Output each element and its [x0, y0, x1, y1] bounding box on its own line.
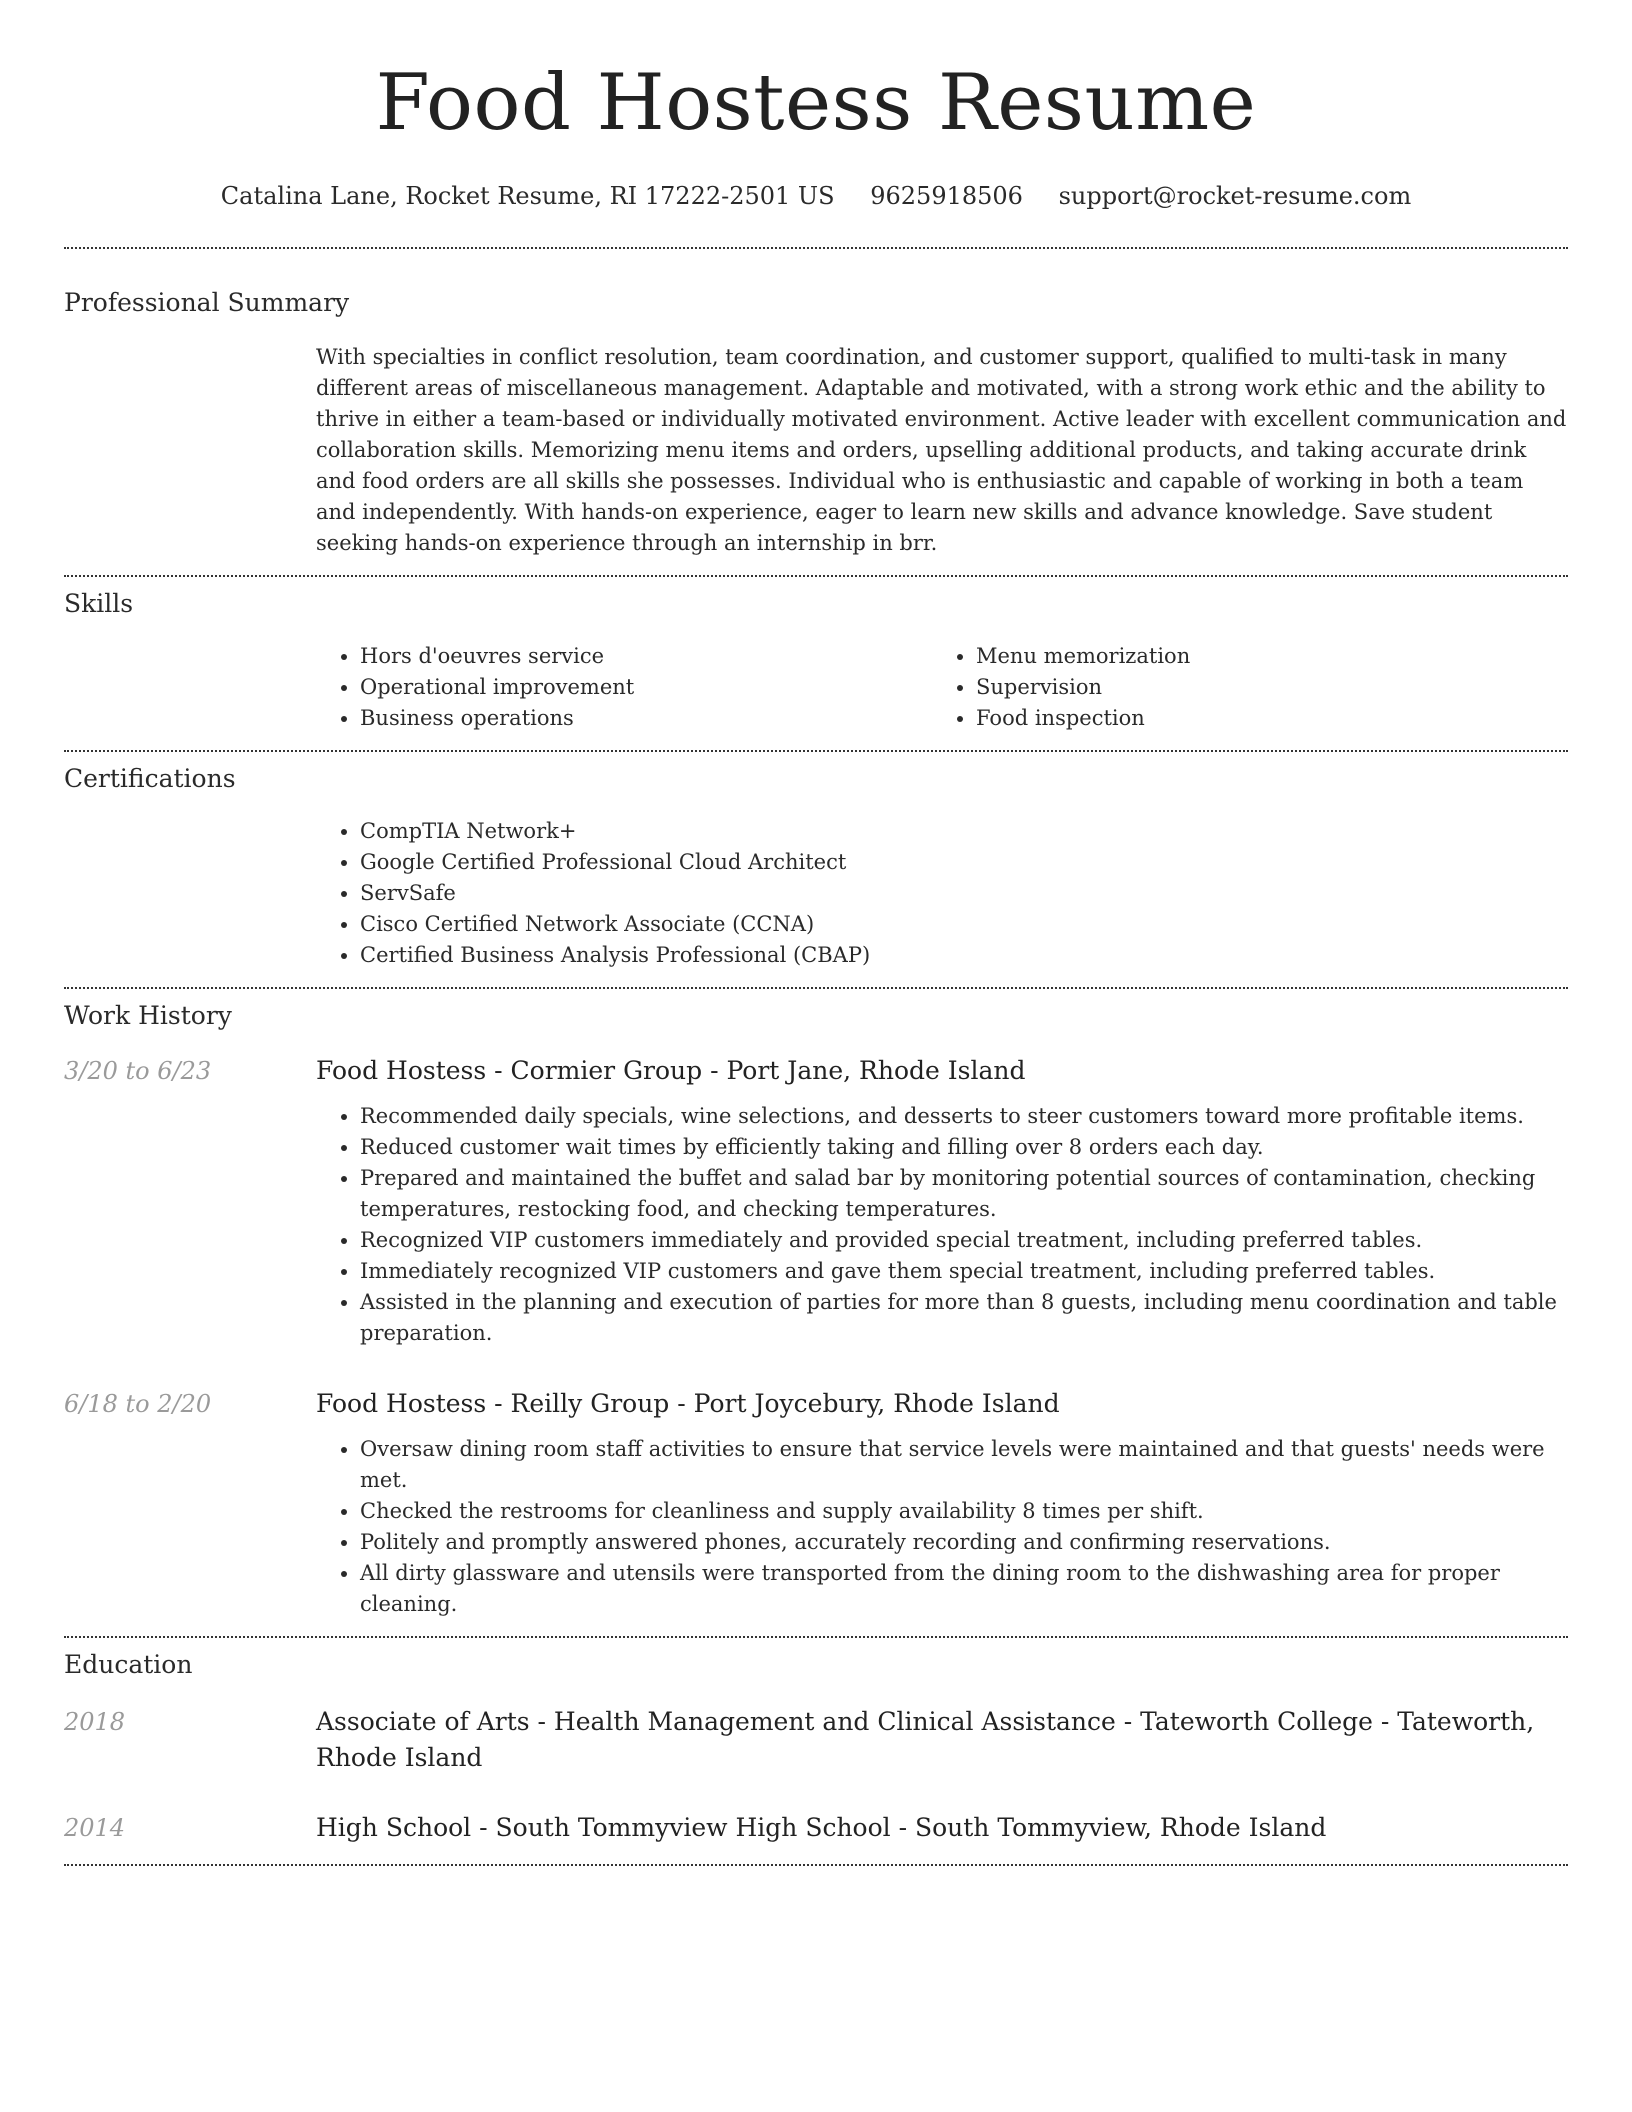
contact-line	[64, 181, 1568, 211]
job-title: Food Hostess - Reilly Group - Port Joycebury, Rhode Island	[316, 1389, 1060, 1418]
job-dates: 3/20 to 6/23	[64, 1057, 212, 1085]
certifications-section	[64, 752, 1568, 987]
job-dates: 6/18 to 2/20	[64, 1390, 212, 1418]
skills-list-left	[316, 641, 932, 750]
certification-item: • Google Certified Professional Cloud Architect	[360, 847, 1568, 878]
skill-item: • Menu memorization	[976, 641, 1568, 672]
education-year: 2018	[64, 1708, 126, 1736]
job-details	[316, 1101, 1568, 1387]
education-title: High School - South Tommyview High School - South Tommyview, Rhode Island	[316, 1813, 1327, 1842]
section-heading-work-history: Work History	[64, 1001, 232, 1030]
summary-content	[316, 342, 1568, 575]
education-year: 2014	[64, 1814, 126, 1842]
section-divider	[64, 1864, 1568, 1866]
job-bullet: • Recognized VIP customers immediately and provided special treatment, including preferred tables.	[360, 1225, 1568, 1256]
skills-section	[64, 577, 1568, 750]
skills-list-right	[932, 641, 1568, 750]
education-title: Associate of Arts - Health Management and Clinical Assistance - Tateworth College - Tateworth, Rhode Island	[316, 1707, 1535, 1772]
education-entry	[64, 1704, 1568, 1810]
summary-text: With specialties in conflict resolution, team coordination, and customer support, qualified to multi-task in many different areas of miscellaneous management. Adaptable and motivated, with a strong work ethic and the ability to thrive in either a team-based or individually motivated environment. Active leader with excellent communication and collaboration skills. Memorizing menu items and orders, upselling additional products, and taking accurate drink and food orders are all skills she possesses. Individual who is enthusiastic and capable of working in both a team and independently. With hands-on experience, eager to learn new skills and advance knowledge. Save student seeking hands-on experience through an internship in brr.	[316, 345, 1567, 555]
section-heading-summary: Professional Summary	[64, 288, 350, 317]
contact-address: Catalina Lane, Rocket Resume, RI 17222-2501 US	[220, 182, 835, 210]
job-bullet: • Assisted in the planning and execution of parties for more than 8 guests, including menu coordination and table preparation.	[360, 1287, 1568, 1349]
job-details	[316, 1434, 1568, 1636]
certification-item: • ServSafe	[360, 878, 1568, 909]
skill-item: • Hors d'oeuvres service	[360, 641, 932, 672]
skill-item: • Food inspection	[976, 703, 1568, 734]
job-bullets	[316, 1101, 1568, 1387]
skills-grid	[316, 641, 1568, 750]
job-bullet: • Immediately recognized VIP customers and gave them special treatment, including preferred tables.	[360, 1256, 1568, 1287]
education-entry	[64, 1810, 1568, 1864]
certifications-content	[316, 816, 1568, 987]
skill-item: • Supervision	[976, 672, 1568, 703]
job-bullet: • Prepared and maintained the buffet and salad bar by monitoring potential sources of contamination, checking temperatures, restocking food, and checking temperatures.	[360, 1163, 1568, 1225]
skill-item: • Business operations	[360, 703, 932, 734]
job-header	[64, 1054, 1568, 1088]
contact-phone: 9625918506	[870, 182, 1023, 210]
job-entry	[64, 1054, 1568, 1387]
work-history-section	[64, 989, 1568, 1636]
section-heading-education: Education	[64, 1650, 193, 1679]
skill-item: • Operational improvement	[360, 672, 932, 703]
section-heading-certifications: Certifications	[64, 764, 236, 793]
contact-email: support@rocket-resume.com	[1058, 182, 1412, 210]
certification-item: • CompTIA Network+	[360, 816, 1568, 847]
certifications-list	[316, 816, 1568, 987]
job-bullet: • Oversaw dining room staff activities to ensure that service levels were maintained and that guests' needs were met.	[360, 1434, 1568, 1496]
section-heading-skills: Skills	[64, 589, 134, 618]
job-bullet: • Checked the restrooms for cleanliness and supply availability 8 times per shift.	[360, 1496, 1568, 1527]
job-bullet: • Recommended daily specials, wine selections, and desserts to steer customers toward more profitable items.	[360, 1101, 1568, 1132]
job-bullet: • Politely and promptly answered phones, accurately recording and confirming reservations.	[360, 1527, 1568, 1558]
job-title: Food Hostess - Cormier Group - Port Jane, Rhode Island	[316, 1056, 1026, 1085]
education-section	[64, 1638, 1568, 1864]
certification-item: • Certified Business Analysis Professional (CBAP)	[360, 940, 1568, 971]
job-header	[64, 1387, 1568, 1421]
resume-title: Food Hostess Resume	[375, 58, 1257, 148]
job-bullet: • All dirty glassware and utensils were transported from the dining room to the dishwashing area for proper cleaning.	[360, 1558, 1568, 1620]
job-bullet: • Reduced customer wait times by efficiently taking and filling over 8 orders each day.	[360, 1132, 1568, 1163]
certification-item: • Cisco Certified Network Associate (CCNA)	[360, 909, 1568, 940]
job-entry	[64, 1387, 1568, 1636]
job-bullets	[316, 1434, 1568, 1636]
summary-section	[64, 249, 1568, 575]
